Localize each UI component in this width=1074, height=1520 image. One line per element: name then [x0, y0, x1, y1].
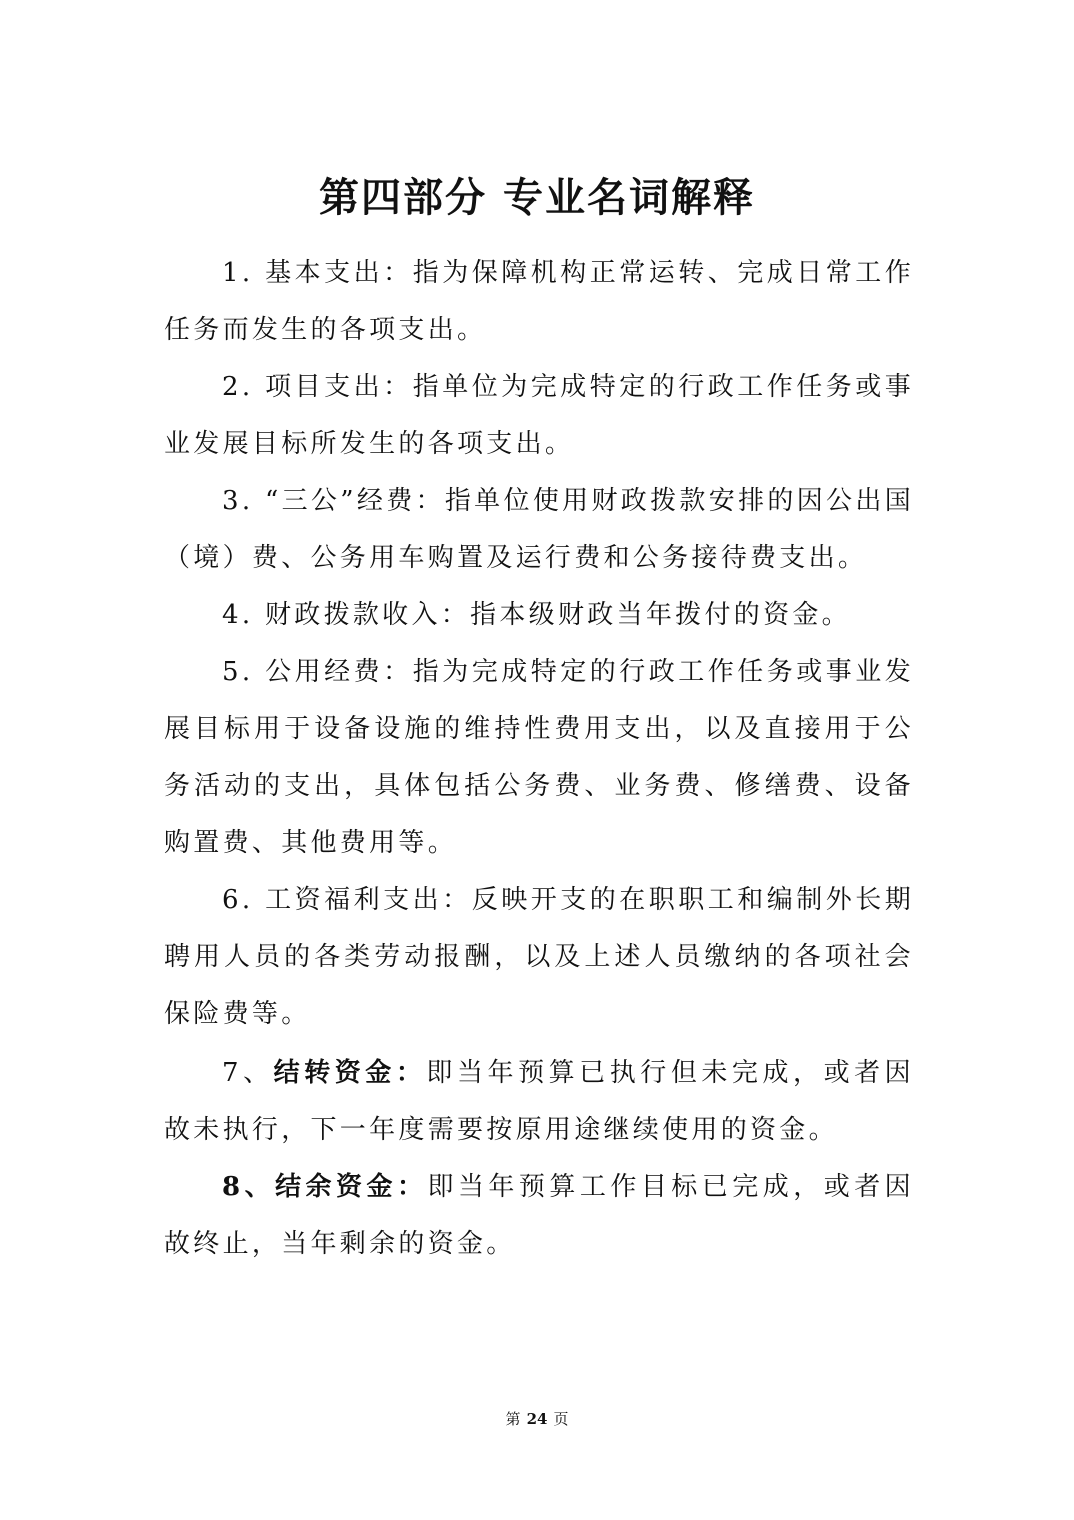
glossary-definition: 指为完成特定的行政工作任务或事业发展目标用于设备设施的维持性费用支出，以及直接用于公务活动的支出，具体包括公务费、业务费、修缮费、设备购置费、其他费用等。	[164, 657, 914, 858]
glossary-item-7	[164, 1045, 914, 1159]
page-footer	[0, 1408, 1074, 1429]
glossary-number: 7、	[222, 1058, 274, 1088]
glossary-definition: 即当年预算工作目标已完成，或者因故终止，当年剩余的资金。	[164, 1172, 914, 1259]
glossary-term: 5. 公用经费：	[222, 657, 413, 687]
glossary-number: 8、	[222, 1172, 276, 1202]
glossary-definition: 即当年预算已执行但未完成，或者因故未执行，下一年度需要按原用途继续使用的资金。	[164, 1058, 914, 1145]
glossary-item-8	[164, 1159, 914, 1273]
glossary-item-5	[164, 644, 914, 872]
page-number-suffix: 页	[553, 1410, 569, 1428]
glossary-definition: 指单位为完成特定的行政工作任务或事业发展目标所发生的各项支出。	[164, 372, 914, 459]
glossary-term: 6. 工资福利支出：	[222, 885, 472, 915]
glossary-term: 2. 项目支出：	[222, 372, 413, 402]
glossary-term: 3. “三公”经费：	[222, 486, 445, 516]
glossary-content	[164, 245, 914, 1273]
page-number-prefix: 第	[505, 1410, 521, 1428]
page-title: 第四部分 专业名词解释	[319, 174, 755, 221]
glossary-item-6	[164, 872, 914, 1043]
glossary-item-4	[164, 587, 914, 644]
glossary-term: 4. 财政拨款收入：	[222, 600, 471, 630]
glossary-item-1	[164, 245, 914, 359]
glossary-term: 结余资金：	[275, 1172, 428, 1202]
glossary-definition: 指单位使用财政拨款安排的因公出国（境）费、公务用车购置及运行费和公务接待费支出。	[164, 486, 914, 573]
glossary-definition: 反映开支的在职职工和编制外长期聘用人员的各类劳动报酬，以及上述人员缴纳的各项社会保险费等。	[164, 885, 914, 1029]
glossary-definition: 指本级财政当年拨付的资金。	[470, 600, 851, 630]
glossary-term: 结转资金：	[273, 1058, 427, 1088]
glossary-definition: 指为保障机构正常运转、完成日常工作任务而发生的各项支出。	[164, 258, 914, 345]
glossary-item-2	[164, 359, 914, 473]
glossary-item-3	[164, 473, 914, 587]
glossary-term: 1. 基本支出：	[222, 258, 413, 288]
page-number: 24	[526, 1410, 548, 1428]
